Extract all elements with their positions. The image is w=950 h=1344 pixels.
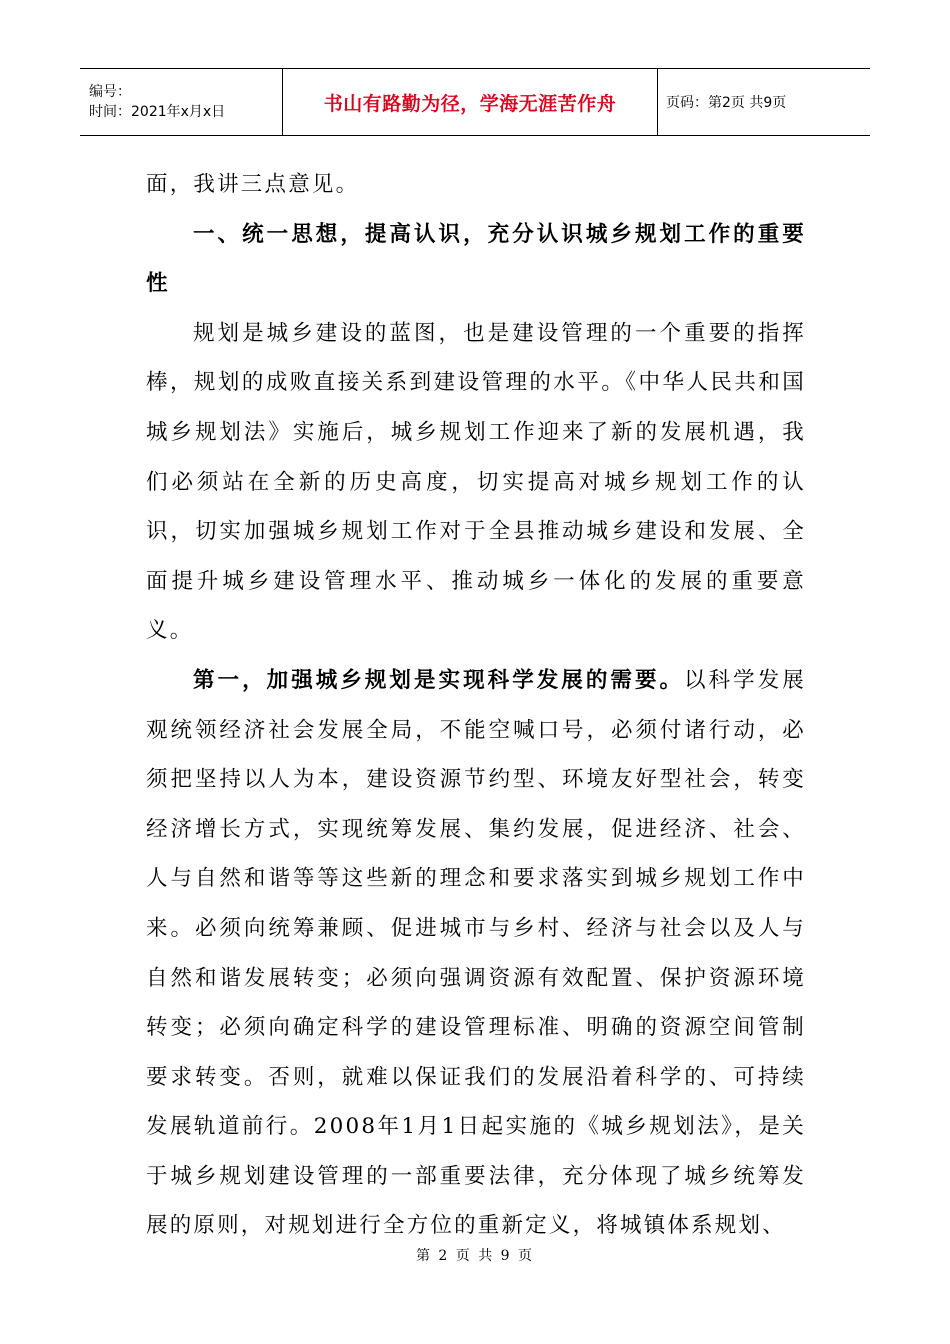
header-page-cell bbox=[658, 69, 870, 135]
paragraph-2-text: 以科学发展观统领经济社会发展全局，不能空喊口号，必须付诸行动，必须把坚持以人为本，建设资源节约型、环境友好型社会，转变经济增长方式，实现统筹发展、集约发展，促进经济、社会、人与自然和谐等等这些新的理念和要求落实到城乡规划工作中来。必须向统筹兼顾、促进城市与乡村、经济与社会以及人与自然和谐发展转变；必须向强调资源有效配置、保护资源环境转变；必须向确定科学的建设管理标准、明确的资源空间管制要求转变。否则，就难以保证我们的发展沿着科学的、可持续发展轨道前行。2008年1月1日起实施的《城乡规划法》，是关于城乡规划建设管理的一部重要法律，充分体现了城乡统筹发展的原则，对规划进行全方位的重新定义，将城镇体系规划、 bbox=[146, 667, 806, 1239]
header-motto-cell bbox=[282, 69, 658, 135]
header-meta-cell bbox=[80, 69, 282, 135]
paragraph-2-lead: 第一，加强城乡规划是实现科学发展的需要。 bbox=[193, 667, 685, 693]
header-table bbox=[80, 68, 870, 136]
paragraph-1: 规划是城乡建设的蓝图，也是建设管理的一个重要的指挥棒，规划的成败直接关系到建设管理的水平。《中华人民共和国城乡规划法》实施后，城乡规划工作迎来了新的发展机遇，我们必须站在全新的历史高度，切实提高对城乡规划工作的认识，切实加强城乡规划工作对于全县推动城乡建设和发展、全面提升城乡建设管理水平、推动城乡一体化的发展的重要意义。 bbox=[146, 320, 806, 644]
footer-page-number: 第 2 页 共 9 页 bbox=[415, 1248, 535, 1264]
page-info: 页码：第2页 共9页 bbox=[666, 95, 787, 111]
paragraph-2 bbox=[146, 656, 806, 1251]
continuation-line: 面，我讲三点意见。 bbox=[146, 172, 360, 197]
section-heading: 一、统一思想，提高认识，充分认识城乡规划工作的重要性 bbox=[146, 221, 806, 297]
document-body bbox=[146, 160, 806, 1251]
number-label: 编号： bbox=[89, 84, 131, 100]
page-footer bbox=[0, 1245, 950, 1265]
time-label: 时间：2021年x月x日 bbox=[89, 104, 226, 120]
motto-text: 书山有路勤为径，学海无涯苦作舟 bbox=[323, 92, 617, 115]
